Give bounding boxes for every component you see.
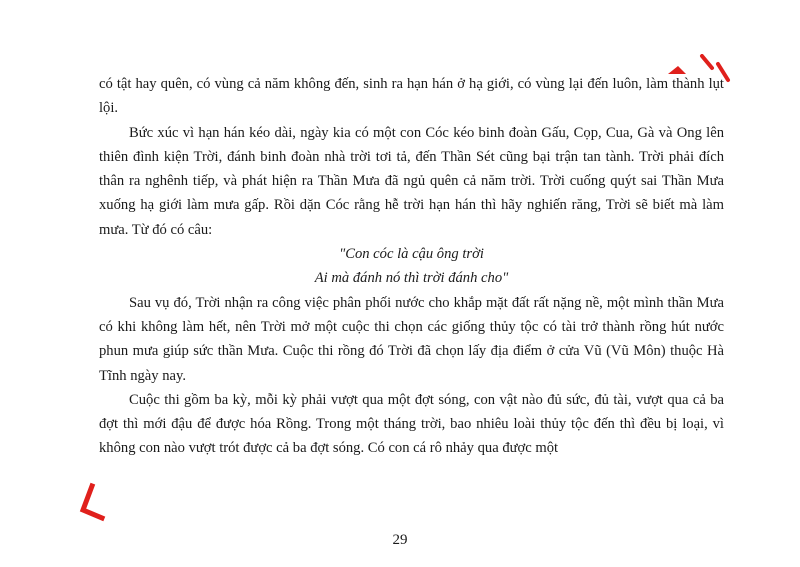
paragraph: Cuộc thi gồm ba kỳ, mỗi kỳ phải vượt qua một đợt sóng, con vật nào đủ sức, đủ tài, vượt qua cả ba đợt thì mới đậu để được hóa Rồng. Trong một tháng trời, bao nhiêu loài thủy tộc đến thì đều bị loại, vì không con nào vượt trót được cả ba đợt sóng. Có con cá rô nhảy qua được một xyxy=(99,391,724,457)
corner-mark-bottom-left xyxy=(78,482,108,522)
verse-line: Ai mà đánh nó thì trời đánh cho" xyxy=(314,270,509,287)
verse-line: "Con cóc là cậu ông trời xyxy=(339,246,484,263)
paragraph: Sau vụ đó, Trời nhận ra công việc phân phối nước cho khắp mặt đất rất nặng nề, một mình thần Mưa có khi không làm hết, nên Trời mở một cuộc thi chọn các giống thủy tộc có tài trở thành rồng hút nước phun mưa giúp sức thần Mưa. Cuộc thi rồng đó Trời đã chọn lấy địa điểm ở cửa Vũ (Vũ Môn) thuộc Hà Tĩnh ngày nay. xyxy=(99,294,724,384)
page-number: 29 xyxy=(392,532,408,548)
paragraph: Bức xúc vì hạn hán kéo dài, ngày kia có một con Cóc kéo binh đoàn Gấu, Cọp, Cua, Gà và Ong lên thiên đình kiện Trời, đánh binh đoàn nhà trời tơi tả, đến Thần Sét cũng bại trận tan tành. Trời phải đích thân ra nghênh tiếp, và phát hiện ra Thần Mưa đã ngủ quên cả năm trời. Trời cuống quýt sai Thần Mưa xuống hạ giới làm mưa gấp. Rồi dặn Cóc rằng hễ trời hạn hán thì hãy nghiến răng, Trời sẽ biết mà làm mưa. Từ đó có câu: xyxy=(99,124,724,238)
paragraph: có tật hay quên, có vùng cả năm không đến, sinh ra hạn hán ở hạ giới, có vùng lại đến luôn, làm thành lụt lội. xyxy=(99,76,724,117)
body-text xyxy=(99,72,724,461)
